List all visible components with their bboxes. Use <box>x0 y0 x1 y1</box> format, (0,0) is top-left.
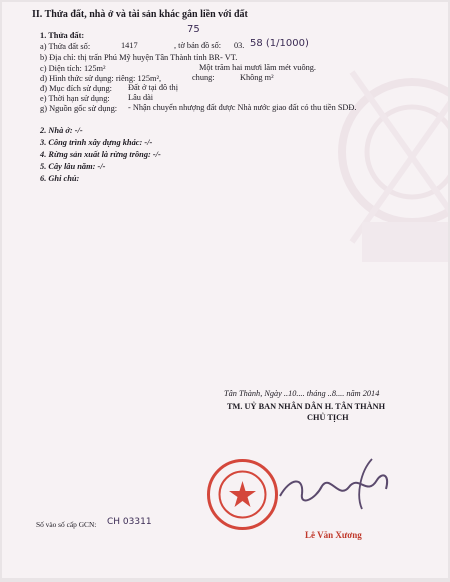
usage-common-value: Không m² <box>240 73 274 82</box>
chairman-title: CHỦ TỊCH <box>307 413 349 422</box>
construction-item: 3. Công trình xây dựng khác: -/- <box>40 138 153 147</box>
area-line: c) Diện tích: 125m² <box>40 64 106 73</box>
origin-value: - Nhận chuyển nhượng đất được Nhà nước giao đất có thu tiền SDĐ. <box>128 103 357 112</box>
usage-purpose-value: Đất ở tại đô thị <box>128 83 179 92</box>
address-line: b) Địa chỉ: thị trấn Phú Mỹ huyện Tân Thành tỉnh BR- VT. <box>40 53 238 62</box>
usage-form-line: d) Hình thức sử dụng: riêng: 125m², <box>40 74 162 83</box>
forest-item: 4. Rừng sản xuất là rừng trồng: -/- <box>40 150 161 159</box>
usage-common-label: chung: <box>192 73 215 82</box>
parcel-number-value: 1417 <box>121 41 138 50</box>
watermark-emblem <box>332 42 448 282</box>
map-sheet-label: , tờ bản đồ số: <box>174 41 222 50</box>
signer-name: Lê Văn Xương <box>305 530 362 540</box>
committee-name: TM. UỶ BAN NHÂN DÂN H. TÂN THÀNH <box>227 402 386 411</box>
usage-term-label: e) Thời hạn sử dụng: <box>40 94 110 103</box>
signature <box>222 454 442 514</box>
usage-purpose-label: đ) Mục đích sử dụng: <box>40 84 112 93</box>
usage-term-value: Lâu dài <box>128 93 154 102</box>
house-item: 2. Nhà ở: -/- <box>40 126 83 135</box>
document-page <box>2 2 448 578</box>
parcel-number-label: a) Thửa đất số: <box>40 42 91 51</box>
perennial-item: 5. Cây lâu năm: -/- <box>40 162 106 171</box>
area-words: Một trăm hai mươi lăm mét vuông. <box>199 63 316 72</box>
section-header: II. Thửa đất, nhà ở và tài sản khác gắn liền với đất <box>32 9 248 20</box>
gcn-number-value: CH 03311 <box>107 517 152 527</box>
notes-item: 6. Ghi chú: <box>40 174 80 183</box>
origin-label: g) Nguồn gốc sử dụng: <box>40 104 118 113</box>
handwritten-map-scale: 58 (1/1000) <box>250 38 309 49</box>
signature-date: Tân Thành, Ngày ..10.... tháng ..8.... năm 2014 <box>224 389 380 398</box>
map-sheet-value: 03. <box>234 41 245 50</box>
handwritten-number: 75 <box>187 24 200 35</box>
gcn-number-label: Số vào số cấp GCN: <box>36 520 97 529</box>
land-title: 1. Thửa đất: <box>40 31 85 40</box>
